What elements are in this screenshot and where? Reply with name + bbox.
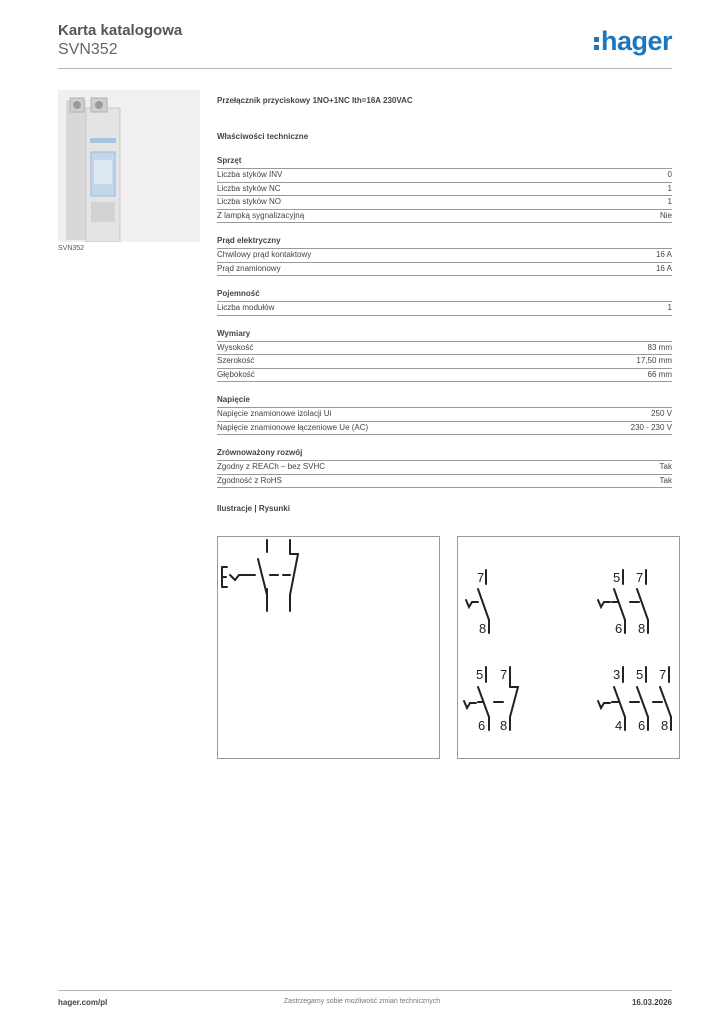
spec-row [217, 262, 672, 277]
spec-value: 0 [667, 170, 672, 179]
logo-dots-icon [594, 35, 600, 51]
terminal-label: 5 [636, 667, 644, 682]
spec-group-pojemnosc [217, 289, 672, 316]
spec-label: Napięcie znamionowe łączeniowe Ue (AC) [217, 422, 369, 432]
spec-label: Głębokość [217, 369, 255, 379]
terminal-label: 6 [638, 718, 646, 733]
spec-row [217, 209, 672, 224]
spec-group-napiecie [217, 395, 672, 435]
terminal-label: 7 [636, 570, 644, 585]
terminal-label: 8 [661, 718, 669, 733]
spec-value: 230 - 230 V [630, 422, 672, 432]
terminal-label: 8 [479, 621, 487, 636]
terminal-label: 3 [613, 667, 621, 682]
spec-label: Z lampką sygnalizacyjną [217, 210, 305, 220]
spec-row [217, 368, 672, 383]
document-subtitle: SVN352 [58, 41, 118, 58]
spec-row [217, 195, 672, 209]
technical-heading: Właściwości techniczne [217, 132, 309, 141]
spec-row [217, 407, 672, 421]
spec-value: 1 [667, 303, 672, 312]
spec-value: 250 V [651, 409, 672, 418]
group-title: Prąd elektryczny [217, 236, 281, 245]
spec-group-prad [217, 236, 672, 276]
footer-website: hager.com/pl [58, 998, 108, 1007]
spec-label: Szerokość [217, 356, 255, 365]
spec-value: 83 mm [647, 342, 672, 352]
footer-date: 16.03.2026 [631, 998, 672, 1007]
spec-value: 16 A [655, 263, 672, 273]
terminal-label: 6 [615, 621, 623, 636]
switch-device-icon [58, 90, 200, 242]
spec-value: 17,50 mm [636, 356, 672, 365]
spec-content [217, 96, 672, 516]
product-description: Przełącznik przyciskowy 1NO+1NC Ith=16A 230VAC [217, 96, 413, 105]
terminal-label: 5 [613, 570, 621, 585]
spec-value: 1 [667, 183, 672, 193]
terminal-label: 6 [478, 718, 486, 733]
spec-value: Tak [659, 475, 672, 485]
document-header [58, 22, 182, 60]
group-title: Wymiary [217, 328, 251, 338]
spec-row [217, 341, 672, 355]
footer-divider [58, 990, 672, 991]
spec-label: Liczba modułów [217, 303, 275, 312]
spec-label: Chwilowy prąd kontaktowy [217, 250, 312, 259]
spec-label: Wysokość [217, 342, 254, 352]
contact-diagram-icon [458, 537, 679, 758]
header-divider [58, 68, 672, 69]
terminal-label: 7 [659, 667, 667, 682]
spec-row [217, 301, 672, 316]
spec-group-sprzet [217, 156, 672, 223]
terminal-label: 5 [476, 667, 484, 682]
hager-logo [594, 26, 672, 57]
spec-value: 66 mm [647, 369, 672, 379]
spec-row [217, 354, 672, 368]
spec-label: Zgodny z REACh – bez SVHC [217, 462, 326, 471]
product-image [58, 90, 200, 242]
terminal-label: 7 [500, 667, 508, 682]
spec-label: Liczba styków NC [217, 183, 281, 193]
spec-row [217, 421, 672, 436]
spec-row [217, 460, 672, 474]
spec-value: Tak [659, 462, 672, 471]
terminal-label: 8 [500, 718, 508, 733]
spec-row [217, 182, 672, 196]
spec-row [217, 168, 672, 182]
group-title: Pojemność [217, 289, 260, 298]
group-title: Sprzęt [217, 156, 242, 165]
terminal-label: 7 [477, 570, 485, 585]
spec-value: Nie [659, 210, 672, 220]
group-title: Zrównoważony rozwój [217, 448, 303, 457]
spec-group-zrownowazony [217, 448, 672, 488]
pushbutton-drawing [217, 536, 440, 759]
spec-value: 1 [667, 197, 672, 206]
spec-label: Prąd znamionowy [217, 263, 281, 273]
spec-label: Liczba styków INV [217, 170, 283, 179]
contact-diagrams [457, 536, 680, 759]
spec-label: Zgodność z RoHS [217, 475, 282, 485]
terminal-label: 8 [638, 621, 646, 636]
spec-value: 16 A [655, 250, 672, 259]
footer-disclaimer: Zastrzegamy sobie możliwość zmian technicznych [283, 998, 441, 1005]
spec-group-wymiary [217, 329, 672, 383]
spec-row [217, 248, 672, 262]
spec-row [217, 474, 672, 489]
illustrations-heading: Ilustracje | Rysunki [217, 504, 290, 513]
terminal-label: 4 [615, 718, 623, 733]
pushbutton-symbol-icon [218, 537, 439, 758]
group-title: Napięcie [217, 395, 250, 404]
spec-label: Napięcie znamionowe izolacji Ui [217, 409, 332, 418]
document-title: Karta katalogowa [58, 22, 183, 39]
logo-text: hager [600, 26, 672, 56]
product-image-caption: SVN352 [58, 245, 85, 252]
spec-label: Liczba styków NO [217, 197, 282, 206]
